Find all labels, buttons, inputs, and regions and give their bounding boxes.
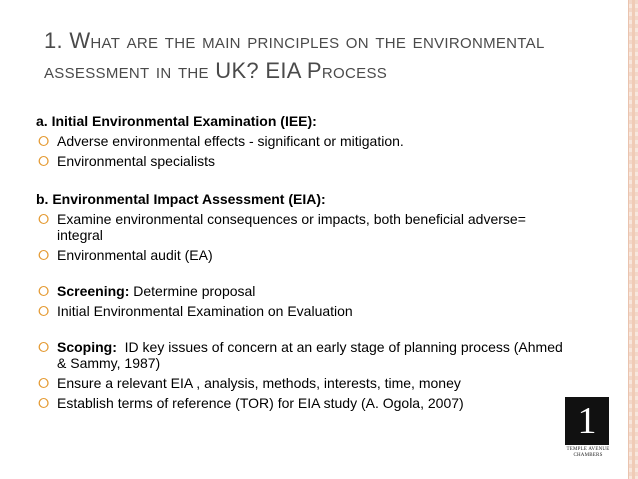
bullet-text: ID key issues of concern at an early stage of planning process (Ahmed & Sammy, 1987) [57, 339, 567, 371]
scoping-label: Scoping: [57, 339, 117, 355]
decorative-border [628, 0, 638, 479]
list-item [36, 247, 566, 263]
list-item [36, 211, 566, 243]
bullet-text: Adverse environmental effects - significant or mitigation. [57, 133, 404, 149]
spacer [36, 323, 566, 339]
list-item [36, 375, 566, 391]
list-item [36, 283, 566, 299]
logo-line-1: TEMPLE AVENUE [566, 447, 610, 452]
spacer [36, 173, 566, 191]
bullet-text: Determine proposal [129, 283, 256, 299]
ring-bullet-icon: ⭘ [38, 303, 50, 319]
list-item [36, 153, 566, 169]
slide-content [36, 113, 566, 415]
screening-label: Screening: [57, 283, 130, 299]
logo-caption [563, 447, 613, 459]
bullet-text: Establish terms of reference (TOR) for EIA study (A. Ogola, 2007) [57, 395, 464, 411]
ring-bullet-icon: ⭘ [38, 339, 50, 355]
list-item [36, 133, 566, 149]
section-b-heading: b. Environmental Impact Assessment (EIA): [36, 191, 326, 207]
list-item [36, 339, 566, 371]
bullet-text: Examine environmental consequences or impacts, both beneficial adverse= integral [57, 211, 526, 243]
list-item [36, 395, 566, 411]
section-a-heading: a. Initial Environmental Examination (IEE): [36, 113, 317, 129]
logo-numeral: 1 [577, 400, 597, 442]
logo-line-2: CHAMBERS [573, 453, 603, 458]
spacer [36, 267, 566, 283]
ring-bullet-icon: ⭘ [38, 283, 50, 299]
ring-bullet-icon: ⭘ [38, 133, 50, 149]
slide-title: 1. What are the main principles on the environmental assessment in the UK? EIA Process [44, 28, 545, 83]
ring-bullet-icon: ⭘ [38, 211, 50, 227]
bullet-text: Ensure a relevant EIA , analysis, methods, interests, time, money [57, 375, 461, 391]
chambers-logo [565, 397, 609, 445]
ring-bullet-icon: ⭘ [38, 395, 50, 411]
list-item [36, 303, 566, 319]
ring-bullet-icon: ⭘ [38, 375, 50, 391]
bullet-text: Environmental audit (EA) [57, 247, 213, 263]
ring-bullet-icon: ⭘ [38, 153, 50, 169]
ring-bullet-icon: ⭘ [38, 247, 50, 263]
bullet-text: Initial Environmental Examination on Evaluation [57, 303, 353, 319]
bullet-text: Environmental specialists [57, 153, 215, 169]
